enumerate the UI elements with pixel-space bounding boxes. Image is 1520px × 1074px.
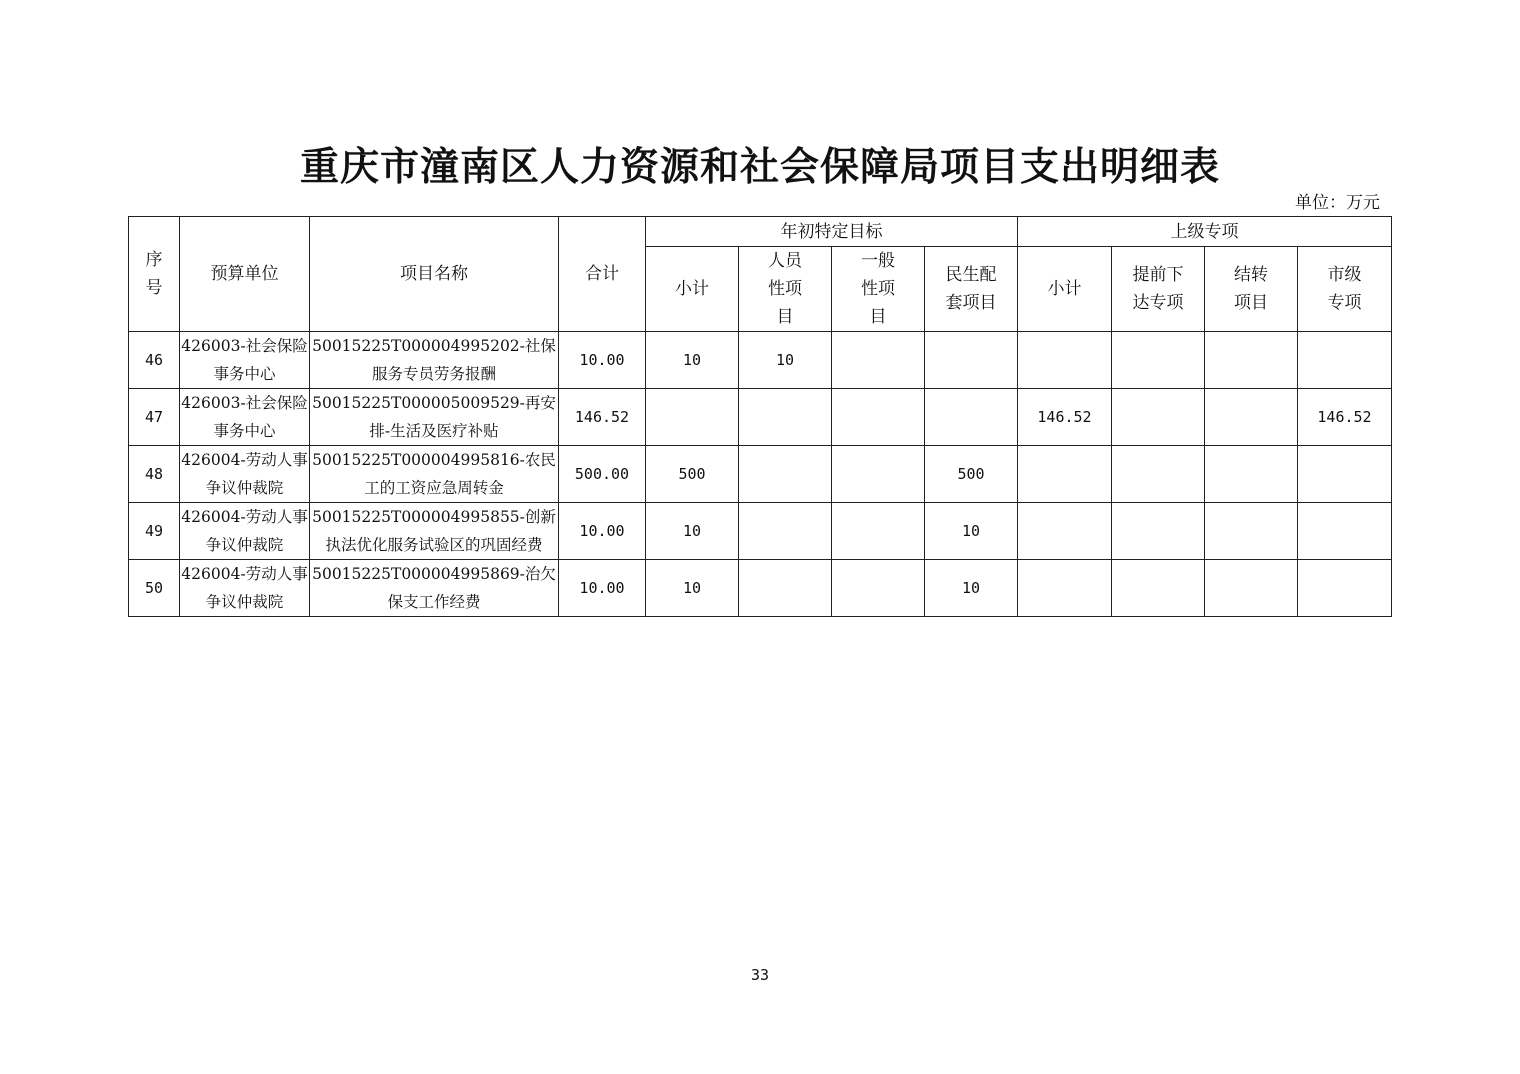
cell-a-livelihood: 10 [925,560,1018,617]
cell-a-livelihood [925,389,1018,446]
header-seq: 序号 [129,217,180,332]
cell-b-subtotal [1018,560,1112,617]
table-row [129,389,1392,446]
cell-total: 10.00 [559,560,646,617]
cell-a-personnel [739,503,832,560]
page-number: 33 [750,966,770,984]
cell-unit-name: 426004-劳动人事争议仲裁院 [180,503,310,560]
cell-seq: 48 [129,446,180,503]
cell-a-subtotal [646,389,739,446]
unit-label: 单位：万元 [1295,193,1380,213]
header-group-superior-special: 上级专项 [1018,217,1392,247]
cell-project-name: 50015225T000004995855-创新执法优化服务试验区的巩固经费 [310,503,559,560]
header-total: 合计 [559,217,646,332]
cell-a-general [832,389,925,446]
cell-b-subtotal [1018,503,1112,560]
table-row [129,446,1392,503]
page-title: 重庆市潼南区人力资源和社会保障局项目支出明细表 [299,144,1220,190]
header-project-name: 项目名称 [310,217,559,332]
cell-b-subtotal [1018,332,1112,389]
header-group-initial-targets: 年初特定目标 [646,217,1018,247]
header-a-subtotal: 小计 [646,247,739,332]
table-row [129,332,1392,389]
header-b-carryover: 结转项目 [1205,247,1298,332]
cell-unit-name: 426004-劳动人事争议仲裁院 [180,560,310,617]
cell-b-advance [1112,389,1205,446]
header-a-personnel: 人员性项目 [739,247,832,332]
cell-b-advance [1112,503,1205,560]
cell-a-subtotal: 10 [646,503,739,560]
cell-a-general [832,560,925,617]
cell-a-subtotal: 10 [646,332,739,389]
cell-total: 146.52 [559,389,646,446]
cell-seq: 49 [129,503,180,560]
cell-b-city [1298,560,1392,617]
cell-project-name: 50015225T000004995202-社保服务专员劳务报酬 [310,332,559,389]
cell-unit-name: 426004-劳动人事争议仲裁院 [180,446,310,503]
header-a-livelihood: 民生配套项目 [925,247,1018,332]
cell-unit-name: 426003-社会保险事务中心 [180,389,310,446]
cell-b-carryover [1205,446,1298,503]
cell-a-livelihood: 500 [925,446,1018,503]
cell-unit-name: 426003-社会保险事务中心 [180,332,310,389]
header-unit-name: 预算单位 [180,217,310,332]
cell-a-subtotal: 10 [646,560,739,617]
table-header [129,217,1392,332]
cell-a-personnel [739,446,832,503]
cell-a-personnel: 10 [739,332,832,389]
cell-a-personnel [739,389,832,446]
cell-a-general [832,332,925,389]
cell-a-livelihood [925,332,1018,389]
cell-b-city [1298,503,1392,560]
cell-b-city [1298,332,1392,389]
cell-total: 10.00 [559,503,646,560]
cell-a-livelihood: 10 [925,503,1018,560]
cell-b-carryover [1205,332,1298,389]
cell-a-personnel [739,560,832,617]
table-row [129,560,1392,617]
cell-project-name: 50015225T000005009529-再安排-生活及医疗补贴 [310,389,559,446]
cell-seq: 50 [129,560,180,617]
cell-seq: 46 [129,332,180,389]
cell-b-advance [1112,446,1205,503]
header-b-advance: 提前下达专项 [1112,247,1205,332]
cell-b-city [1298,446,1392,503]
cell-b-subtotal [1018,446,1112,503]
cell-b-carryover [1205,560,1298,617]
header-a-general: 一般性项目 [832,247,925,332]
cell-b-carryover [1205,389,1298,446]
cell-b-advance [1112,332,1205,389]
cell-b-city: 146.52 [1298,389,1392,446]
cell-b-subtotal: 146.52 [1018,389,1112,446]
table-row [129,503,1392,560]
cell-total: 500.00 [559,446,646,503]
cell-project-name: 50015225T000004995816-农民工的工资应急周转金 [310,446,559,503]
header-b-subtotal: 小计 [1018,247,1112,332]
cell-a-general [832,503,925,560]
cell-a-subtotal: 500 [646,446,739,503]
cell-b-carryover [1205,503,1298,560]
cell-a-general [832,446,925,503]
cell-b-advance [1112,560,1205,617]
header-b-city: 市级专项 [1298,247,1392,332]
cell-total: 10.00 [559,332,646,389]
expenditure-table [128,216,1392,617]
table-body [129,332,1392,617]
cell-seq: 47 [129,389,180,446]
cell-project-name: 50015225T000004995869-治欠保支工作经费 [310,560,559,617]
